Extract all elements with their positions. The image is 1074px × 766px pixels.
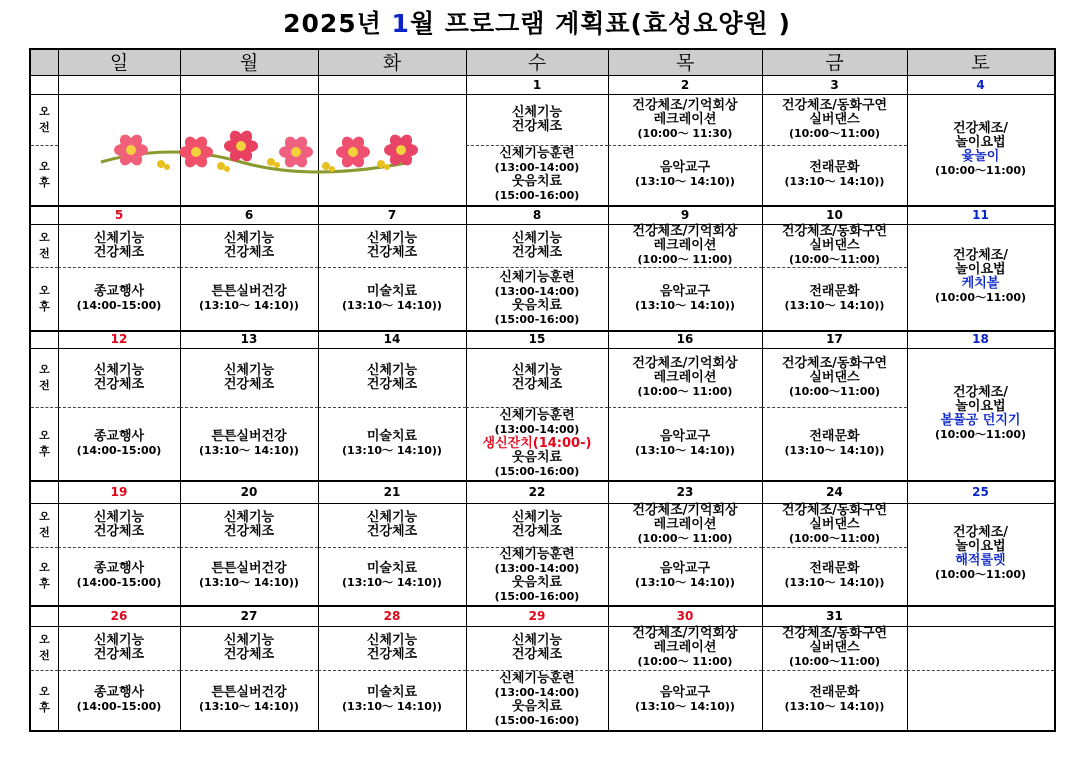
program-pm: [180, 407, 318, 480]
program-line: 레크레이션: [653, 517, 717, 532]
program-line: 건강체조: [93, 376, 145, 392]
program-line: 신체기능: [223, 633, 275, 648]
program-pm: [762, 145, 907, 205]
weekday-label: 토: [971, 51, 990, 74]
program-line: (13:10～ 14:10)): [635, 700, 735, 713]
program-line: (10:00～11:00): [788, 252, 881, 266]
date-number: 3: [830, 77, 839, 92]
program-line: (10:00～11:00): [934, 291, 1027, 304]
program-line: (13:00-14:00): [494, 686, 580, 699]
program-pm: [180, 547, 318, 605]
program-line: 건강체조: [511, 244, 563, 260]
program-line: 신체기능: [511, 104, 563, 120]
program-line: (13:00-14:00): [494, 284, 580, 298]
date-number: 15: [528, 332, 546, 346]
program-line: 튼튼실버건강: [211, 428, 287, 444]
program-am: [58, 503, 180, 547]
program-line: 전래문화: [809, 160, 860, 175]
program-line: 건강체조: [366, 647, 418, 662]
weekday-label: 화: [382, 51, 402, 74]
program-line: 전래문화: [809, 283, 860, 299]
period-label-char: 전: [39, 649, 50, 662]
program-line: 음악교구: [659, 685, 711, 700]
period-am-label: [31, 224, 58, 267]
program-line: 웃음치료: [511, 297, 563, 313]
date-number: 6: [244, 207, 254, 222]
program-am: [466, 224, 608, 267]
program-am: [466, 348, 608, 407]
program-line: 볼풀공 던지기: [940, 413, 1021, 428]
program-line: 신체기능: [511, 510, 563, 525]
program-pm: [608, 267, 762, 330]
period-label-char: 후: [39, 701, 50, 714]
program-line: 신체기능: [93, 230, 145, 246]
page-title: 2025년 1월 프로그램 계획표(효성요양원 ): [283, 9, 791, 38]
date-number: 7: [387, 207, 397, 222]
period-am-label: [31, 348, 58, 407]
program-line: (10:00～11:00): [788, 532, 881, 545]
date-number: [907, 605, 1054, 626]
program-line: 놀이요법: [955, 539, 1006, 554]
program-line: 신체기능훈련: [499, 671, 575, 686]
program-pm: [466, 547, 608, 605]
date-number: 14: [383, 332, 401, 346]
program-line: 건강체조: [223, 647, 275, 662]
program-line: 신체기능: [366, 230, 418, 246]
program-am: [180, 224, 318, 267]
program-line: (14:00-15:00): [76, 443, 162, 457]
weekday-label: 일: [109, 51, 129, 74]
program-line: 웃음치료: [511, 699, 563, 714]
program-saturday: [907, 94, 1054, 205]
program-line: 종교행사: [93, 283, 145, 299]
date-number: [180, 75, 318, 94]
date-number: 30: [676, 608, 694, 623]
program-line: (13:10～ 14:10)): [784, 443, 885, 457]
program-line: (13:10～ 14:10)): [635, 443, 735, 457]
program-saturday: [907, 348, 1054, 480]
date-number: 19: [110, 484, 128, 499]
program-pm: [466, 267, 608, 330]
program-line: 웃음치료: [511, 174, 563, 189]
program-pm: [608, 547, 762, 605]
date-number: 10: [826, 207, 843, 222]
program-line: (13:10～ 14:10)): [635, 576, 735, 589]
date-number: 25: [972, 484, 989, 499]
program-line: (13:10～ 14:10)): [199, 700, 299, 713]
program-line: 건강체조/동화구연: [781, 97, 888, 113]
program-line: 놀이요법: [955, 134, 1006, 150]
program-pm: [762, 670, 907, 730]
flower-decoration: [91, 122, 421, 182]
program-line: 전래문화: [809, 561, 860, 576]
program-am: [762, 94, 907, 145]
program-am: [608, 348, 762, 407]
program-line: 놀이요법: [955, 262, 1006, 277]
program-pm: [466, 145, 608, 205]
program-line: 건강체조: [223, 376, 275, 392]
program-pm: [58, 407, 180, 480]
program-am: [318, 626, 466, 670]
program-pm: [608, 145, 762, 205]
date-number: 5: [114, 207, 124, 222]
program-line: 건강체조/동화구연: [781, 355, 888, 371]
program-line: 신체기능: [93, 362, 145, 378]
program-line: 건강체조: [366, 524, 418, 539]
program-pm: [762, 407, 907, 480]
period-label-char: 오: [39, 685, 50, 698]
program-line: 신체기능훈련: [499, 547, 575, 562]
program-line: 건강체조/: [953, 525, 1008, 540]
period-label-char: 후: [39, 176, 50, 189]
program-line: 건강체조/기억회상: [632, 503, 738, 518]
program-line: 신체기능: [511, 230, 563, 246]
date-number: [58, 75, 180, 94]
program-line: 생신잔치(14:00-): [482, 435, 592, 451]
program-line: 실버댄스: [809, 111, 860, 127]
program-line: (15:00-16:00): [494, 714, 580, 727]
date-number: 23: [676, 484, 694, 499]
period-label-char: 오: [39, 160, 50, 173]
date-number: 4: [976, 77, 985, 92]
program-pm: [318, 407, 466, 480]
program-line: 음악교구: [659, 283, 711, 299]
program-am: [58, 626, 180, 670]
program-line: 실버댄스: [809, 237, 860, 253]
period-label-char: 전: [39, 120, 50, 134]
program-am: [318, 503, 466, 547]
period-label-char: 오: [39, 561, 50, 574]
program-line: 신체기능: [223, 362, 275, 378]
program-line: 건강체조: [366, 244, 418, 260]
program-line: 건강체조/기억회상: [632, 355, 738, 371]
program-line: (13:10～ 14:10)): [784, 700, 885, 713]
program-line: 건강체조: [223, 524, 275, 539]
program-line: (10:00～ 11:00): [637, 384, 733, 398]
date-number: 1: [532, 77, 542, 92]
period-label-char: 후: [39, 299, 50, 313]
period-am-label: [31, 626, 58, 670]
program-line: 건강체조/: [953, 248, 1008, 263]
program-line: (13:10～ 14:10)): [199, 443, 299, 457]
am-pm-separator: [907, 670, 1054, 671]
program-line: (13:00-14:00): [494, 422, 580, 436]
program-line: (13:10～ 14:10)): [199, 298, 299, 312]
program-pm: [608, 670, 762, 730]
date-number: 29: [528, 608, 546, 623]
program-am: [58, 224, 180, 267]
program-pm: [180, 670, 318, 730]
date-number: 27: [240, 608, 258, 623]
program-line: 건강체조: [223, 244, 275, 260]
program-line: 건강체조: [93, 647, 145, 662]
date-number: 31: [826, 608, 843, 623]
program-line: (13:10～ 14:10)): [342, 576, 442, 589]
program-am: [180, 503, 318, 547]
period-label-char: 후: [39, 577, 50, 590]
period-pm-label: [31, 407, 58, 480]
program-line: 신체기능훈련: [499, 146, 575, 161]
program-pm: [58, 670, 180, 730]
weekday-label: 금: [825, 51, 844, 74]
program-line: (10:00～11:00): [934, 163, 1027, 177]
period-label-char: 후: [39, 444, 50, 458]
date-number: 2: [680, 77, 690, 92]
period-label-char: 오: [39, 633, 50, 646]
program-line: (15:00-16:00): [494, 590, 580, 603]
program-am: [762, 348, 907, 407]
period-label-char: 오: [39, 230, 50, 244]
date-number: 28: [383, 608, 401, 623]
program-line: 튼튼실버건강: [211, 283, 287, 299]
program-line: 음악교구: [659, 428, 711, 444]
program-line: (13:10～ 14:10)): [784, 175, 885, 188]
period-label-char: 전: [39, 378, 50, 392]
program-line: (13:00-14:00): [494, 562, 580, 575]
program-line: (15:00-16:00): [494, 464, 580, 478]
program-line: (13:10～ 14:10)): [635, 175, 735, 188]
program-pm: [466, 670, 608, 730]
weekday-label: 월: [239, 51, 259, 74]
period-pm-label: [31, 145, 58, 205]
date-number: 11: [972, 207, 989, 222]
period-am-label: [31, 503, 58, 547]
program-line: (13:10～ 14:10)): [342, 700, 442, 713]
program-am: [608, 626, 762, 670]
program-line: 미술치료: [366, 283, 418, 299]
program-am: [318, 348, 466, 407]
program-line: 전래문화: [809, 685, 860, 700]
program-line: (13:00-14:00): [494, 161, 580, 174]
program-line: 종교행사: [93, 428, 145, 444]
program-am: [58, 348, 180, 407]
period-label-char: 전: [39, 526, 50, 539]
program-pm: [466, 407, 608, 480]
program-line: 레크레이션: [653, 237, 717, 253]
program-line: (10:00～11:00): [788, 655, 881, 668]
program-pm: [318, 267, 466, 330]
program-line: (14:00-15:00): [76, 700, 162, 713]
period-am-label: [31, 94, 58, 145]
program-line: 건강체조: [511, 376, 563, 392]
period-label-char: 오: [39, 362, 50, 376]
date-number: 18: [972, 332, 989, 346]
program-line: 신체기능: [366, 633, 418, 648]
date-number: 24: [826, 484, 843, 499]
date-number: 17: [826, 332, 843, 346]
program-am: [180, 626, 318, 670]
date-number: 20: [240, 484, 258, 499]
program-line: (14:00-15:00): [76, 298, 162, 312]
weekday-label: 수: [527, 51, 547, 74]
program-pm: [762, 267, 907, 330]
program-am: [762, 503, 907, 547]
date-number: 13: [240, 332, 258, 346]
program-line: (15:00-16:00): [494, 312, 580, 326]
period-label-char: 오: [39, 428, 50, 442]
date-number: 16: [676, 332, 694, 346]
program-pm: [58, 547, 180, 605]
period-label-char: 전: [39, 246, 50, 260]
program-line: (10:00～11:00): [934, 428, 1027, 441]
program-line: 놀이요법: [955, 399, 1006, 414]
program-am: [762, 626, 907, 670]
program-line: 건강체조/기억회상: [632, 97, 738, 113]
program-line: 건강체조/: [953, 385, 1008, 400]
period-pm-label: [31, 267, 58, 330]
program-line: 신체기능: [511, 633, 563, 648]
program-pm: [608, 407, 762, 480]
program-line: (13:10～ 14:10)): [342, 443, 442, 457]
program-line: 신체기능: [366, 510, 418, 525]
program-line: 건강체조: [93, 524, 145, 539]
program-line: 웃음치료: [511, 449, 563, 465]
date-number: 22: [528, 484, 546, 499]
program-line: 케치볼: [961, 276, 1000, 291]
program-line: (10:00～ 11:00): [637, 252, 733, 266]
program-line: 건강체조/동화구연: [781, 223, 888, 239]
program-pm: [762, 547, 907, 605]
program-line: 건강체조/: [953, 120, 1008, 136]
program-line: 건강체조: [511, 647, 563, 662]
date-number: 26: [110, 608, 128, 623]
program-line: (10:00～ 11:00): [637, 655, 733, 668]
date-number: 12: [110, 332, 128, 346]
program-line: 레크레이션: [653, 640, 717, 655]
date-number: 21: [383, 484, 401, 499]
program-line: (10:00～ 11:30): [637, 126, 733, 140]
program-line: (13:10～ 14:10)): [784, 576, 885, 589]
program-line: 신체기능: [511, 362, 563, 378]
date-number: [318, 75, 466, 94]
program-line: 윷놀이: [961, 148, 1000, 164]
program-line: 건강체조/기억회상: [632, 223, 738, 239]
program-line: 신체기능: [366, 362, 418, 378]
program-am: [466, 94, 608, 145]
program-line: 신체기능: [223, 510, 275, 525]
program-pm: [58, 267, 180, 330]
program-am: [608, 94, 762, 145]
program-line: 실버댄스: [809, 517, 860, 532]
program-line: 실버댄스: [809, 369, 860, 385]
program-line: 신체기능훈련: [499, 407, 575, 423]
program-line: 건강체조: [511, 524, 563, 539]
period-label-char: 오: [39, 104, 50, 118]
program-saturday: [907, 503, 1054, 605]
program-line: (10:00～11:00): [934, 568, 1027, 581]
program-line: (13:10～ 14:10)): [784, 298, 885, 312]
program-line: 건강체조/동화구연: [781, 503, 888, 518]
program-line: (15:00-16:00): [494, 189, 580, 202]
program-line: 건강체조: [511, 118, 563, 134]
program-line: (10:00～ 11:00): [637, 532, 733, 545]
date-number: 8: [532, 207, 542, 222]
program-line: 실버댄스: [809, 640, 860, 655]
schedule-table: [29, 48, 1056, 732]
program-line: 미술치료: [366, 561, 418, 576]
program-line: 신체기능훈련: [499, 269, 575, 285]
program-line: (10:00～11:00): [788, 384, 881, 398]
program-line: 레크레이션: [653, 111, 717, 127]
program-line: (10:00～11:00): [788, 126, 881, 140]
program-line: 음악교구: [659, 160, 711, 175]
program-am: [608, 503, 762, 547]
program-line: 종교행사: [93, 561, 145, 576]
program-line: 종교행사: [93, 685, 145, 700]
program-line: 신체기능: [223, 230, 275, 246]
program-pm: [318, 547, 466, 605]
program-line: (14:00-15:00): [76, 576, 162, 589]
program-line: 건강체조/기억회상: [632, 626, 738, 641]
program-am: [466, 626, 608, 670]
program-am: [762, 224, 907, 267]
program-line: 미술치료: [366, 428, 418, 444]
program-pm: [318, 670, 466, 730]
program-am: [466, 503, 608, 547]
date-number: 9: [680, 207, 690, 222]
program-line: 건강체조/동화구연: [781, 626, 888, 641]
program-line: 해적룰렛: [955, 553, 1006, 568]
program-line: (13:10～ 14:10)): [199, 576, 299, 589]
program-line: 건강체조: [93, 244, 145, 260]
program-pm: [180, 267, 318, 330]
program-line: 튼튼실버건강: [211, 685, 287, 700]
program-line: 미술치료: [366, 685, 418, 700]
program-line: 웃음치료: [511, 575, 563, 590]
period-pm-label: [31, 547, 58, 605]
program-line: 전래문화: [809, 428, 860, 444]
program-line: 신체기능: [93, 510, 145, 525]
program-saturday: [907, 224, 1054, 330]
program-line: 음악교구: [659, 561, 711, 576]
program-line: 튼튼실버건강: [211, 561, 287, 576]
period-label-char: 오: [39, 283, 50, 297]
program-am: [180, 348, 318, 407]
period-pm-label: [31, 670, 58, 730]
program-am: [318, 224, 466, 267]
program-line: 건강체조: [366, 376, 418, 392]
program-line: (13:10～ 14:10)): [635, 298, 735, 312]
program-line: (13:10～ 14:10)): [342, 298, 442, 312]
program-line: 레크레이션: [653, 369, 717, 385]
weekday-label: 목: [675, 51, 695, 74]
period-label-char: 오: [39, 510, 50, 523]
program-am: [608, 224, 762, 267]
program-line: 신체기능: [93, 633, 145, 648]
